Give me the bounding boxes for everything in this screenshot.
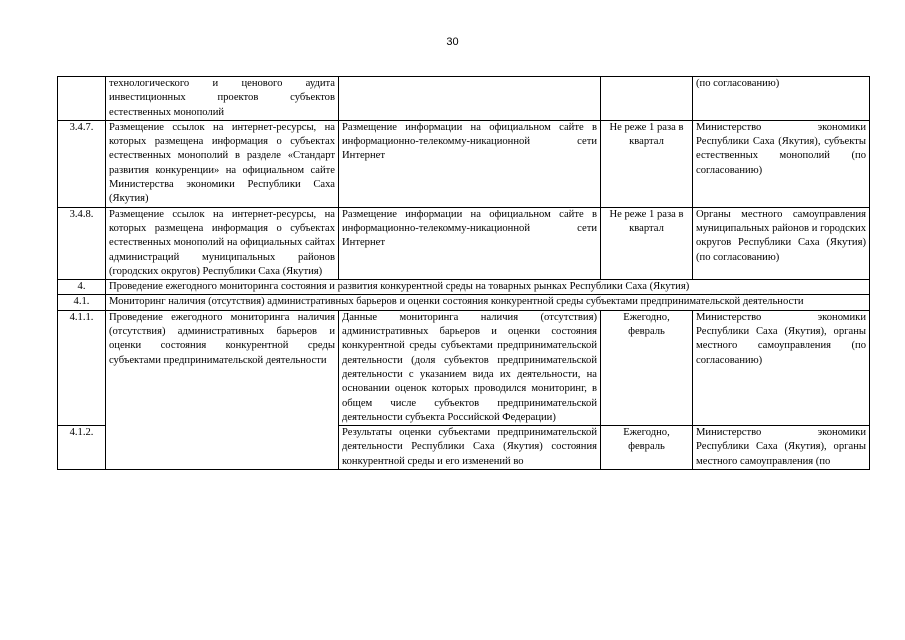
row-number-cell: 4.1.2. — [58, 426, 106, 470]
result-cell: Результаты оценки субъектами предпринимательской деятельности Республики Саха (Якутия) состояния конкурентной среды и его изменений во — [339, 426, 601, 470]
subsection-number-cell: 4.1. — [58, 295, 106, 310]
subsection-row — [58, 295, 870, 310]
table-row — [58, 207, 870, 279]
responsible-cell: Министерство экономики Республики Саха (Якутия), органы местного самоуправления (по — [693, 426, 870, 470]
activity-cell: Размещение ссылок на интернет-ресурсы, на которых размещена информация о субъектах естественных монополий в разделе «Стандарт развития конкуренции» на официальном сайте Министерства экономики Республики Саха (Якутия) — [106, 120, 339, 207]
row-number-cell — [58, 77, 106, 121]
section-title-cell: Проведение ежегодного мониторинга состояния и развития конкурентной среды на товарных рынках Республики Саха (Якутия) — [106, 280, 870, 295]
activity-cell: технологического и ценового аудита инвестиционных проектов субъектов естественных монополий — [106, 77, 339, 121]
result-cell — [339, 77, 601, 121]
result-cell: Данные мониторинга наличия (отсутствия) административных барьеров и оценки состояния конкурентной среды субъектами предпринимательской деятельности (доля субъектов предпринимательской деятельности с указанием вида их деятельности, на основании оценок которых проводился мониторинг, в общем числе субъектов предпринимательской деятельности субъекта Российской Федерации) — [339, 310, 601, 425]
responsible-cell: (по согласованию) — [693, 77, 870, 121]
row-number-cell: 3.4.7. — [58, 120, 106, 207]
deadline-cell: Ежегодно, февраль — [601, 426, 693, 470]
page-number: 30 — [446, 36, 459, 48]
row-number-cell: 4.1.1. — [58, 310, 106, 425]
deadline-cell: Не реже 1 раза в квартал — [601, 207, 693, 279]
section-row — [58, 280, 870, 295]
responsible-cell: Органы местного самоуправления муниципальных районов и городских округов Республики Саха (Якутия) (по согласованию) — [693, 207, 870, 279]
deadline-cell: Не реже 1 раза в квартал — [601, 120, 693, 207]
table-row — [58, 310, 870, 425]
activity-cell: Проведение ежегодного мониторинга наличия (отсутствия) административных барьеров и оценки состояния конкурентной среды субъектами предпринимательской деятельности — [106, 310, 339, 469]
subsection-title-cell: Мониторинг наличия (отсутствия) административных барьеров и оценки состояния конкурентной среды субъектами предпринимательской деятельности — [106, 295, 870, 310]
activity-cell: Размещение ссылок на интернет-ресурсы, на которых размещена информация о субъектах естественных монополий на официальных сайтах администраций муниципальных районов (городских округов) Республики Саха (Якутия) — [106, 207, 339, 279]
deadline-cell — [601, 77, 693, 121]
responsible-cell: Министерство экономики Республики Саха (Якутия), органы местного самоуправления (по согласованию) — [693, 310, 870, 425]
action-plan-table — [57, 76, 870, 470]
row-number-cell: 3.4.8. — [58, 207, 106, 279]
table-row — [58, 120, 870, 207]
section-number-cell: 4. — [58, 280, 106, 295]
result-cell: Размещение информации на официальном сайте в информационно-телекомму-никационной сети Интернет — [339, 207, 601, 279]
result-cell: Размещение информации на официальном сайте в информационно-телекомму-никационной сети Интернет — [339, 120, 601, 207]
responsible-cell: Министерство экономики Республики Саха (Якутия), субъекты естественных монополий (по согласованию) — [693, 120, 870, 207]
deadline-cell: Ежегодно, февраль — [601, 310, 693, 425]
table-row — [58, 77, 870, 121]
